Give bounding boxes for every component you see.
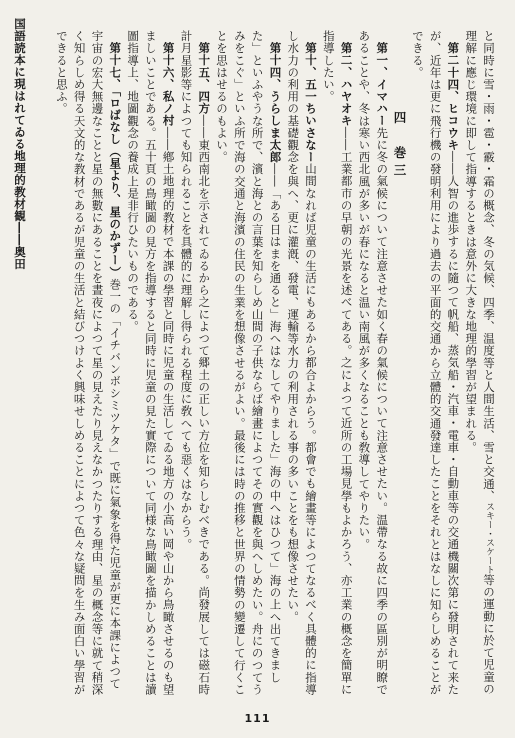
lesson-title: 第十六、私ノ村 bbox=[161, 41, 176, 127]
lesson-entry bbox=[408, 30, 461, 700]
lesson-text: 山間なれば児童の生活にもあるから都合よからう。都會でも繪畫等によつてなるべく具體的に指導し水力の利用の基礎觀念を與へ、更に灌漑、發電、運輸等水力の利用される事の多いことをも想像させたい。 bbox=[286, 30, 319, 695]
running-title: 国語読本に現はれてゐる地理的教材観――奥田 bbox=[13, 18, 27, 270]
section-heading: 四 巻三 bbox=[392, 111, 408, 182]
main-text-block bbox=[19, 30, 497, 700]
lesson-text: ――「ある日はまを通ると」海へはなしてやりました」海の中へはひつて」海の上へ出てきました」といふやうな所で、濱と海との言葉を知らしめ山間の子供ならば繪畫によつてその實觀を與へしめたい。舟にのつてうみをこぐ」といふ所で海の交通と海濱の住民の生業を想像させるがよい。最後には時の推移と世界の情勢の變遷して行くことを思はせるのもよい。 bbox=[215, 30, 283, 696]
paragraph-small-text: スキー・スケート bbox=[484, 501, 494, 574]
paragraph-continuation bbox=[461, 30, 497, 700]
paragraph-text: と同時に雪・雨・雹・霰・霜の概念、冬の気候、四季、温度等と人間生活、雪と交通、 bbox=[482, 30, 496, 502]
lesson-text: ――人智の進歩するに隨つて帆船、蒸気船・汽車・電車・自動車等の交通機關次第に發明されて来たが、近年は更に飛行機の發明利用により過去の平面的交通から立體的交通發達したことをそれとはなしに知らしめることができる。 bbox=[410, 30, 461, 696]
lesson-title: 第十、五一ちいさなー bbox=[304, 41, 319, 163]
lesson-entry bbox=[123, 30, 176, 700]
lesson-text: 先に冬の氣候について注意させた如く春の氣候について注意させたい。温帶なる故に四季の區別が明瞭であることや、冬は寒い西北風が多いが春になると温い南風が多くなることも敎導してやりたい。 bbox=[357, 30, 390, 695]
lesson-entry bbox=[212, 30, 283, 700]
paragraph-text-tail: 等の運動に於て児童の理解に應じ環境に即して指導するときは意外に大きな地理的學習が望まれる。 bbox=[464, 30, 496, 695]
lesson-entry bbox=[319, 30, 355, 700]
lesson-title: 第二十四、ヒコウキ bbox=[446, 41, 461, 151]
lesson-entry bbox=[52, 30, 123, 700]
lesson-entry bbox=[177, 30, 213, 700]
lesson-title: 第十四、うらしま太郎 bbox=[268, 41, 283, 163]
lesson-text: ――東西南北を示されてゐるから之によつて郷土の正しい方位を知らしむべきである。尚發展しては磁石時計月星影等によつても知られることを具體的に理解し得られる程度に敎へても惡くはなからう。 bbox=[179, 30, 212, 695]
lesson-text: ――鄕土地理的教材で本課の學習と同時に児童の生活してゐる地方の小高い岡や山から鳥瞰させるのも望ましいことである。五十頁の鳥瞰圖の見方を指導すると同時に児童の見た實際について同様な鳥瞰圖を描かしめることは讀圖指導上、地圖觀念の養成上是非行ひたいものである。 bbox=[126, 30, 176, 696]
page-number: 111 bbox=[244, 712, 271, 725]
lesson-title: 第十七、「ロばなし（星より、星のかずー） bbox=[108, 41, 123, 278]
lesson-entry bbox=[355, 30, 391, 700]
lesson-title: 第十五、四方 bbox=[197, 41, 212, 115]
lesson-text: ――工業都市の早朝の光景を述べてある。之によつて近所の工場見學もよかろう、亦工業の概念を簡單に指導したい。 bbox=[321, 30, 354, 695]
lesson-entry bbox=[283, 30, 319, 700]
lesson-text: 巻一の「イチバンボシミツケタ」で既に氣象を得た児童が更に本課によつて宇宙の宏大無邊なことと星の無數にあることを晝夜によつて星の見えたり見えなかつたりする理由、星の概念等に就て稍深く知らしめ得る天文的な教材であるが児童の生活と結びつけよく興味せしめることによつて色々な疑問を生み面白い學習ができると思ふ。 bbox=[54, 30, 123, 696]
lesson-title: 第二、ハヤオキ bbox=[339, 41, 354, 127]
lesson-title: 第一、イマハー bbox=[375, 41, 390, 127]
